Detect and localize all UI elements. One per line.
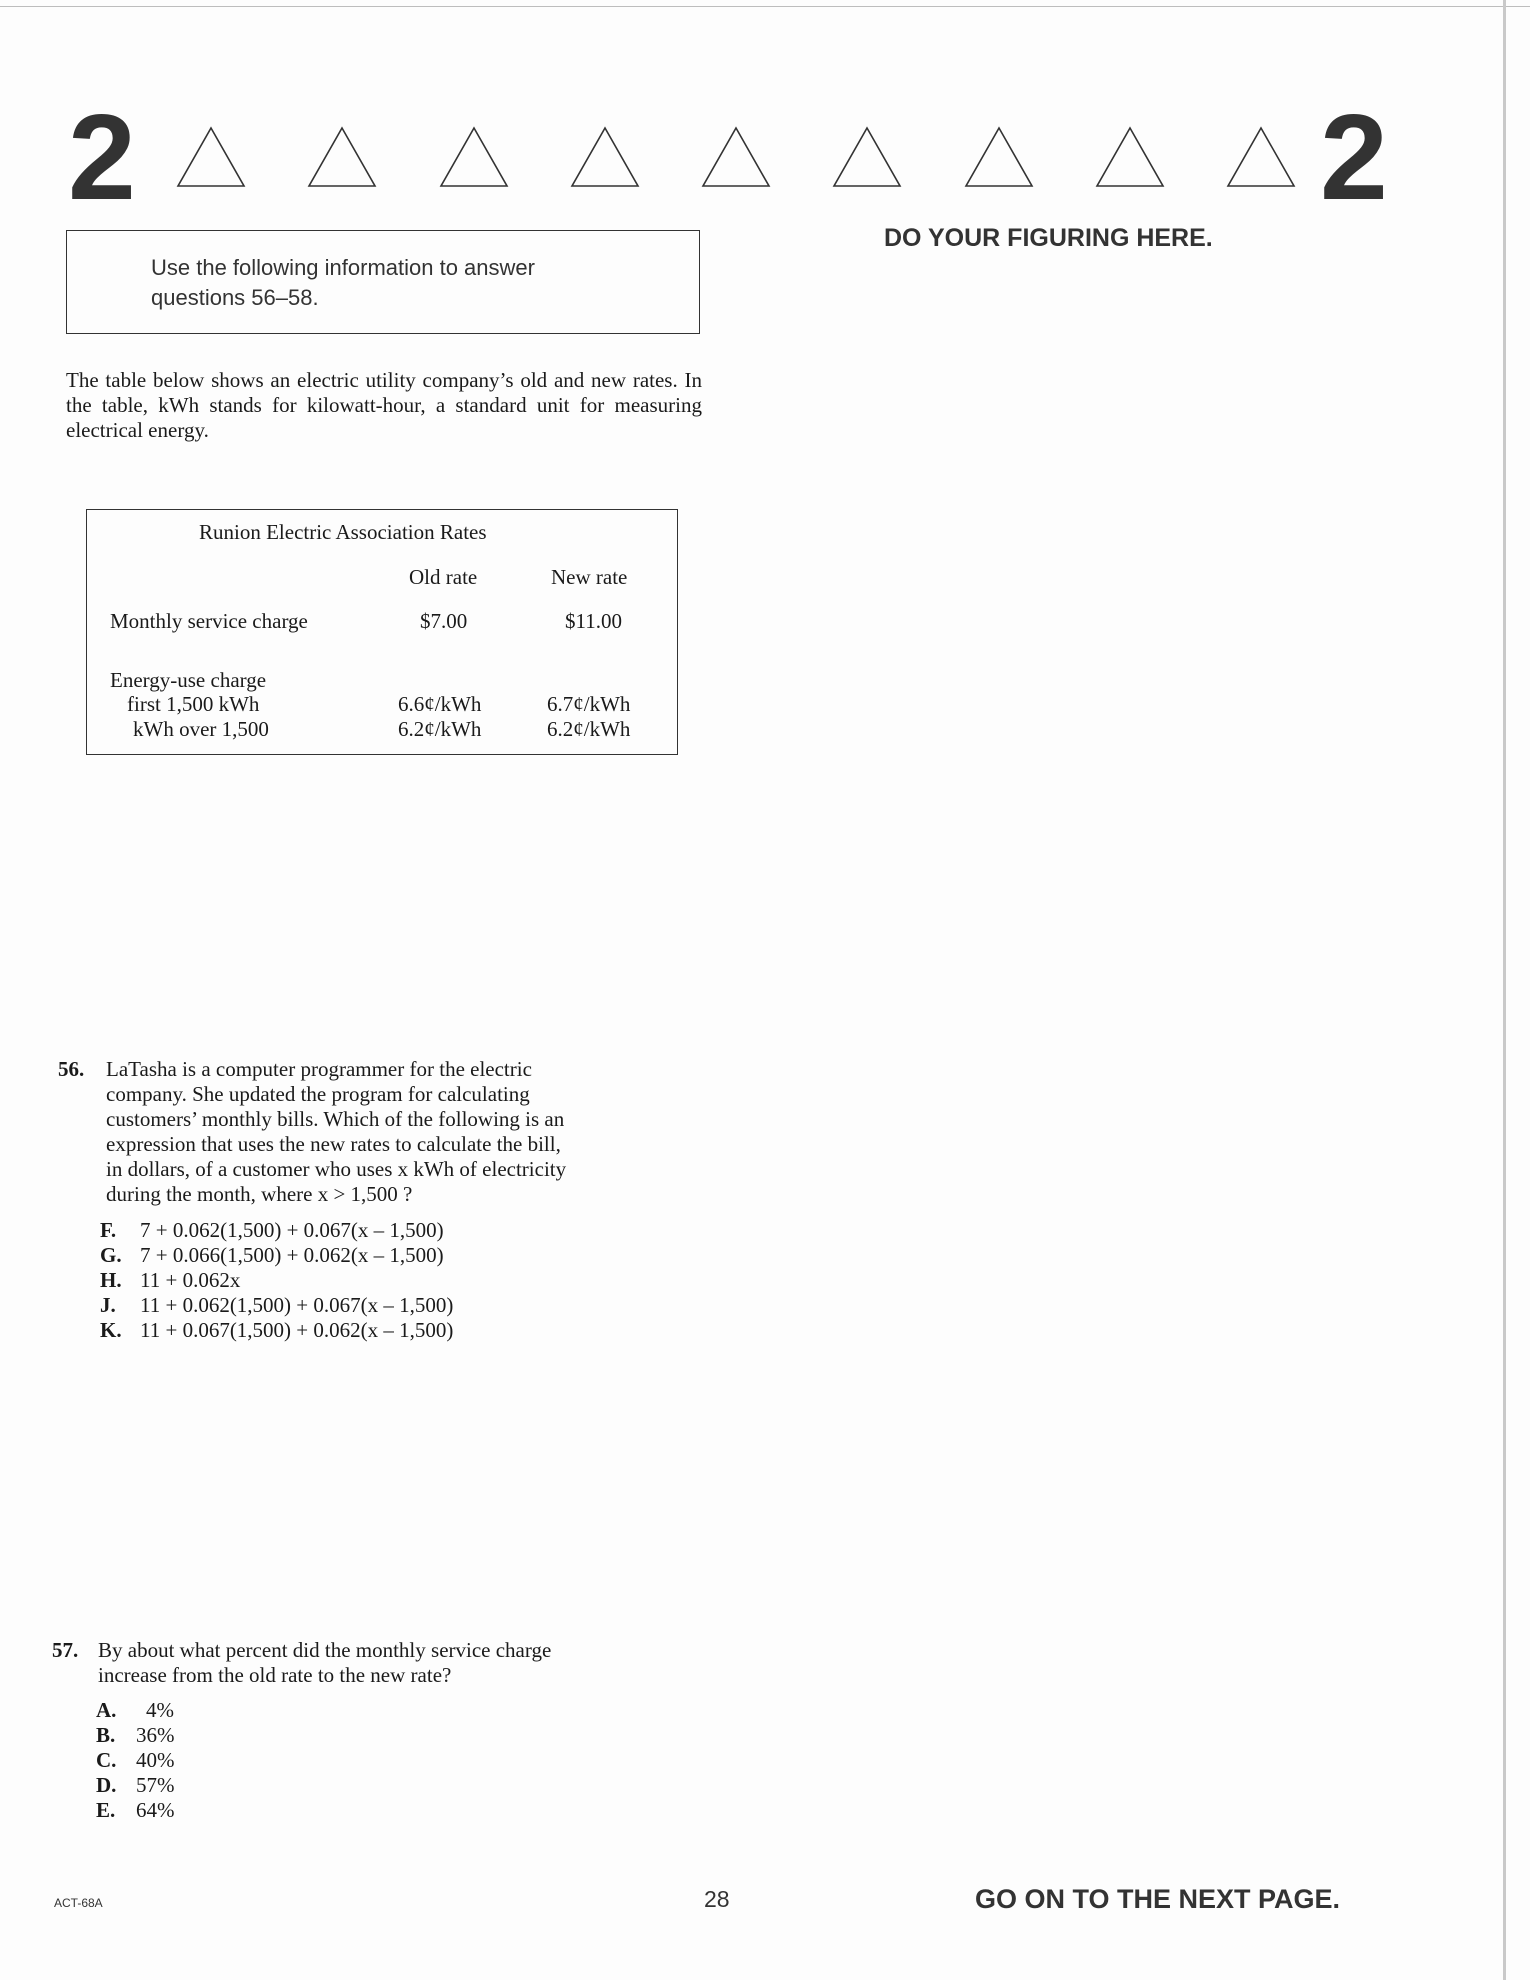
answer-option-a[interactable]	[96, 1698, 175, 1723]
col-header-new: New rate	[551, 565, 628, 589]
page-number: 28	[704, 1886, 730, 1912]
option-letter: G.	[100, 1243, 122, 1267]
option-letter: K.	[100, 1318, 122, 1342]
stem-line: increase from the old rate to the new rate?	[98, 1663, 452, 1687]
option-text: 4%	[146, 1698, 174, 1722]
stem-line: company. She updated the program for calculating	[106, 1082, 530, 1106]
stem-line: in dollars, of a customer who uses x kWh of electricity	[106, 1157, 567, 1181]
next-page-label: GO ON TO THE NEXT PAGE.	[975, 1884, 1341, 1914]
option-letter: H.	[100, 1268, 122, 1292]
option-letter: B.	[96, 1723, 116, 1747]
answer-option-j[interactable]	[100, 1293, 453, 1318]
question-56	[58, 1057, 700, 1207]
option-letter: E.	[96, 1798, 116, 1822]
answer-option-k[interactable]	[100, 1318, 453, 1343]
stem-line: LaTasha is a computer programmer for the electric	[106, 1057, 532, 1081]
question-57	[52, 1638, 702, 1688]
energy-label: Energy-use charge	[110, 668, 267, 692]
info-box	[66, 230, 700, 334]
triangle-icon	[1226, 126, 1296, 188]
answer-option-e[interactable]	[96, 1798, 175, 1823]
question-number: 56.	[58, 1057, 85, 1081]
intro-paragraph: The table below shows an electric utility company’s old and new rates. In the table, kWh stands for kilowatt-hour, a standard unit for measuring electrical energy.	[66, 368, 702, 442]
question-stem	[106, 1057, 700, 1207]
answer-option-g[interactable]	[100, 1243, 453, 1268]
option-letter: F.	[100, 1218, 117, 1242]
row-over-new: 6.2¢/kWh	[547, 717, 631, 741]
triangle-icon	[701, 126, 771, 188]
col-header-old: Old rate	[409, 565, 478, 589]
option-text: 11 + 0.062x	[140, 1268, 241, 1292]
triangle-icon	[964, 126, 1034, 188]
q56-options	[100, 1218, 453, 1343]
section-number-right: 2	[1320, 89, 1388, 225]
row-over-old: 6.2¢/kWh	[398, 717, 482, 741]
question-number: 57.	[52, 1638, 79, 1662]
info-box-text: Use the following information to answer questions 56–58.	[151, 255, 535, 310]
triangle-icon	[307, 126, 377, 188]
q57-options	[96, 1698, 175, 1823]
option-letter: D.	[96, 1773, 117, 1797]
triangle-row	[176, 126, 1296, 196]
answer-option-f[interactable]	[100, 1218, 453, 1243]
answer-option-h[interactable]	[100, 1268, 453, 1293]
question-stem	[98, 1638, 702, 1688]
option-text: 64%	[136, 1798, 175, 1822]
table-title: Runion Electric Association Rates	[199, 520, 487, 544]
answer-option-b[interactable]	[96, 1723, 175, 1748]
option-text: 11 + 0.067(1,500) + 0.062(x – 1,500)	[140, 1318, 454, 1342]
top-rule	[0, 6, 1530, 7]
option-text: 11 + 0.062(1,500) + 0.067(x – 1,500)	[140, 1293, 454, 1317]
option-text: 7 + 0.062(1,500) + 0.067(x – 1,500)	[140, 1218, 444, 1242]
option-text: 57%	[136, 1773, 175, 1797]
answer-option-c[interactable]	[96, 1748, 175, 1773]
stem-line: during the month, where x > 1,500 ?	[106, 1182, 413, 1206]
row-service-old: $7.00	[420, 609, 468, 633]
option-text: 36%	[136, 1723, 175, 1747]
stem-line: customers’ monthly bills. Which of the following is an	[106, 1107, 565, 1131]
page-edge	[1503, 0, 1506, 1980]
triangle-icon	[1095, 126, 1165, 188]
triangle-icon	[176, 126, 246, 188]
rates-table	[86, 509, 678, 755]
option-letter: A.	[96, 1698, 117, 1722]
row-over-label: kWh over 1,500	[133, 717, 269, 741]
figuring-label: DO YOUR FIGURING HERE.	[884, 224, 1213, 252]
row-first-old: 6.6¢/kWh	[398, 692, 482, 716]
answer-option-d[interactable]	[96, 1773, 175, 1798]
option-text: 7 + 0.066(1,500) + 0.062(x – 1,500)	[140, 1243, 444, 1267]
option-letter: J.	[100, 1293, 116, 1317]
row-service-new: $11.00	[565, 609, 622, 633]
option-letter: C.	[96, 1748, 117, 1772]
form-code: ACT-68A	[54, 1896, 103, 1910]
stem-line: By about what percent did the monthly service charge	[98, 1638, 552, 1662]
row-service-label: Monthly service charge	[110, 609, 308, 633]
stem-line: expression that uses the new rates to calculate the bill,	[106, 1132, 561, 1156]
section-number-left: 2	[68, 89, 136, 225]
row-first-new: 6.7¢/kWh	[547, 692, 631, 716]
row-first-label: first 1,500 kWh	[127, 692, 260, 716]
triangle-icon	[439, 126, 509, 188]
triangle-icon	[570, 126, 640, 188]
triangle-icon	[832, 126, 902, 188]
option-text: 40%	[136, 1748, 175, 1772]
